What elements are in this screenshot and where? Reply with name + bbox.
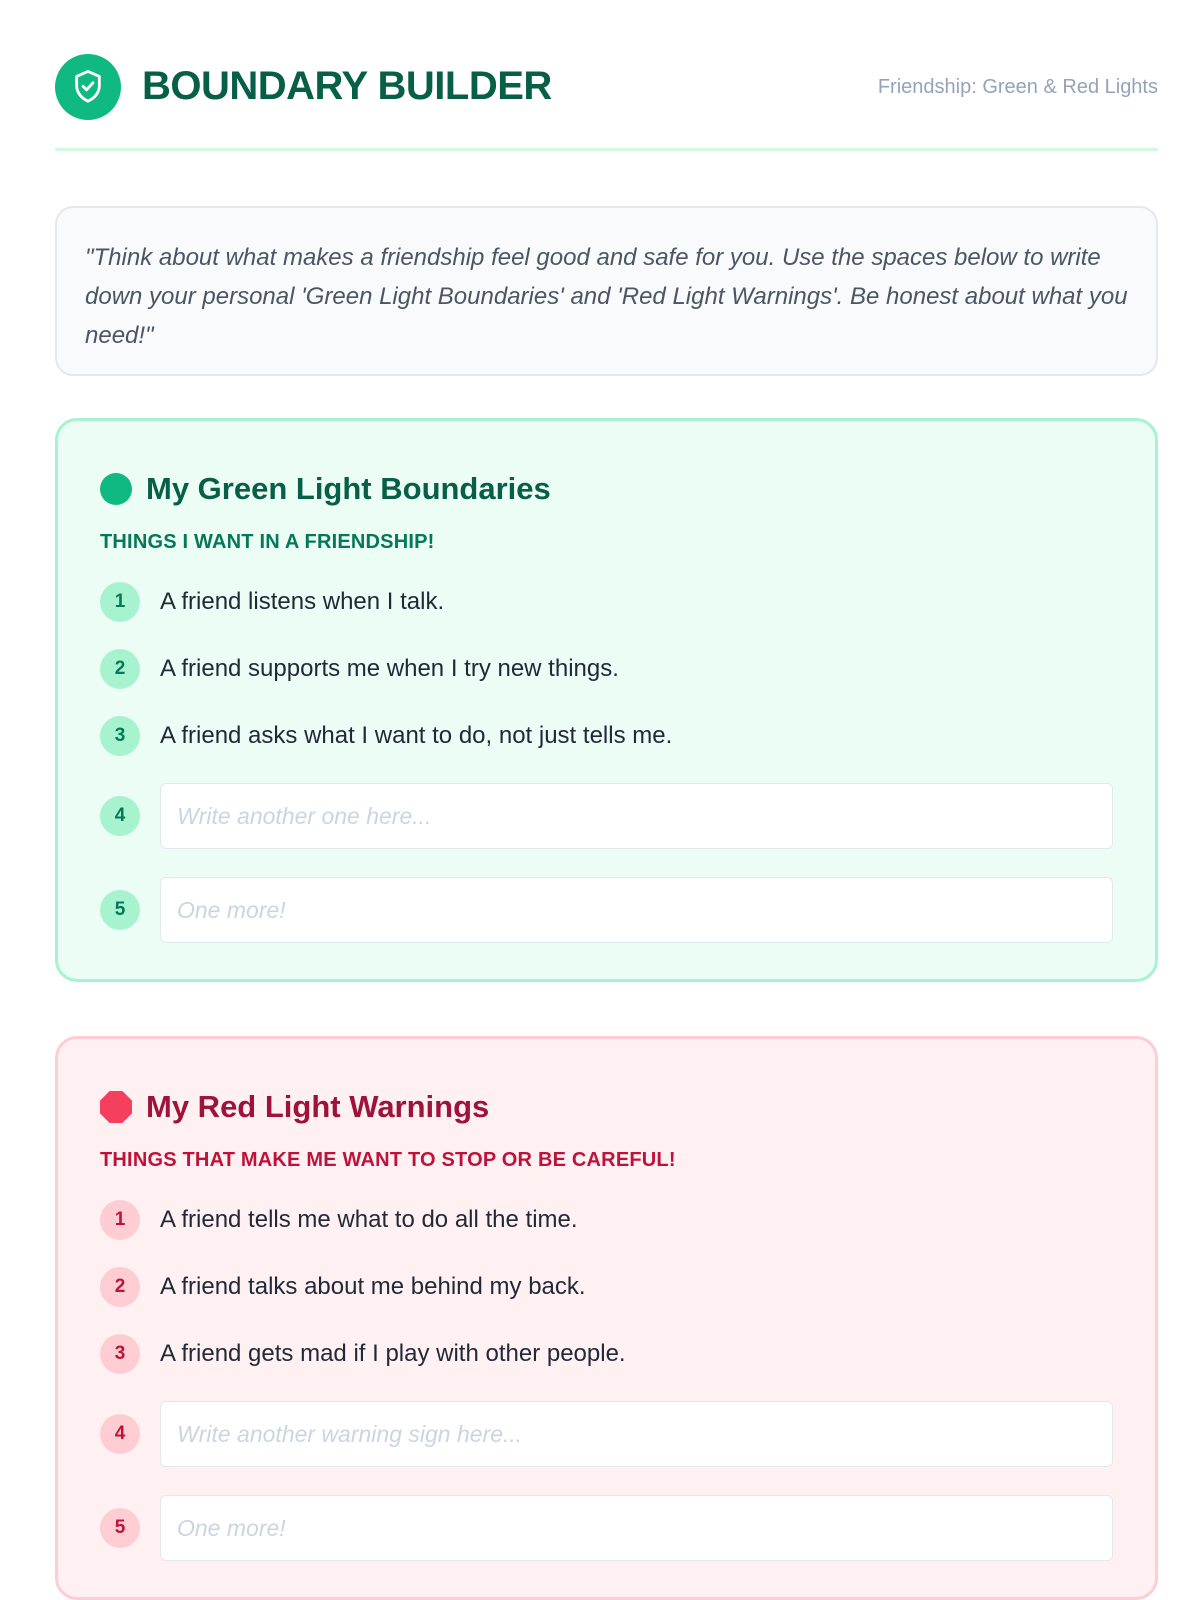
list-item — [100, 635, 1113, 702]
item-number-badge: 2 — [100, 1267, 140, 1307]
list-item-input-row — [100, 863, 1113, 957]
item-number-badge: 4 — [100, 796, 140, 836]
stop-sign-icon — [100, 1091, 132, 1123]
list-item — [100, 1253, 1113, 1320]
item-number-badge: 3 — [100, 1334, 140, 1374]
shield-check-icon — [55, 54, 121, 120]
red-card-tagline: THINGS THAT MAKE ME WANT TO STOP OR BE CAREFUL! — [100, 1149, 676, 1171]
list-item — [100, 1186, 1113, 1253]
red-card-heading — [100, 1087, 1113, 1127]
intro-quote-box — [55, 206, 1158, 376]
list-item-text: A friend listens when I talk. — [160, 587, 445, 615]
red-light-card — [55, 1036, 1158, 1600]
list-item-text: A friend talks about me behind my back. — [160, 1272, 586, 1300]
list-item-input-row — [100, 1481, 1113, 1575]
list-item — [100, 702, 1113, 769]
list-item-input-row — [100, 1387, 1113, 1481]
item-number-badge: 1 — [100, 1200, 140, 1240]
intro-text: "Think about what makes a friendship feel good and safe for you. Use the spaces below to write down your personal 'Green Light Boundaries' and 'Red Light Warnings'. Be honest about what you need!" — [85, 244, 1128, 349]
red-warning-input-5[interactable] — [160, 1495, 1113, 1561]
list-item — [100, 1320, 1113, 1387]
green-card-heading — [100, 469, 1113, 509]
list-item-text: A friend asks what I want to do, not just tells me. — [160, 721, 673, 749]
green-dot-icon — [100, 473, 132, 505]
header — [55, 52, 1158, 120]
item-number-badge: 3 — [100, 716, 140, 756]
header-divider — [55, 148, 1158, 151]
list-item-text: A friend tells me what to do all the time. — [160, 1205, 578, 1233]
item-number-badge: 5 — [100, 1508, 140, 1548]
item-number-badge: 2 — [100, 649, 140, 689]
green-boundary-input-4[interactable] — [160, 783, 1113, 849]
page-title: BOUNDARY BUILDER — [142, 64, 552, 108]
page-subtitle: Friendship: Green & Red Lights — [877, 76, 1158, 98]
item-number-badge: 5 — [100, 890, 140, 930]
red-card-title: My Red Light Warnings — [146, 1089, 490, 1124]
green-card-title: My Green Light Boundaries — [146, 471, 551, 506]
red-list — [100, 1186, 1113, 1575]
list-item — [100, 568, 1113, 635]
item-number-badge: 1 — [100, 582, 140, 622]
green-list — [100, 568, 1113, 957]
list-item-text: A friend supports me when I try new things. — [160, 654, 619, 682]
item-number-badge: 4 — [100, 1414, 140, 1454]
red-warning-input-4[interactable] — [160, 1401, 1113, 1467]
green-light-card — [55, 418, 1158, 982]
list-item-text: A friend gets mad if I play with other people. — [160, 1339, 626, 1367]
list-item-input-row — [100, 769, 1113, 863]
green-card-tagline: THINGS I WANT IN A FRIENDSHIP! — [100, 531, 435, 553]
green-boundary-input-5[interactable] — [160, 877, 1113, 943]
